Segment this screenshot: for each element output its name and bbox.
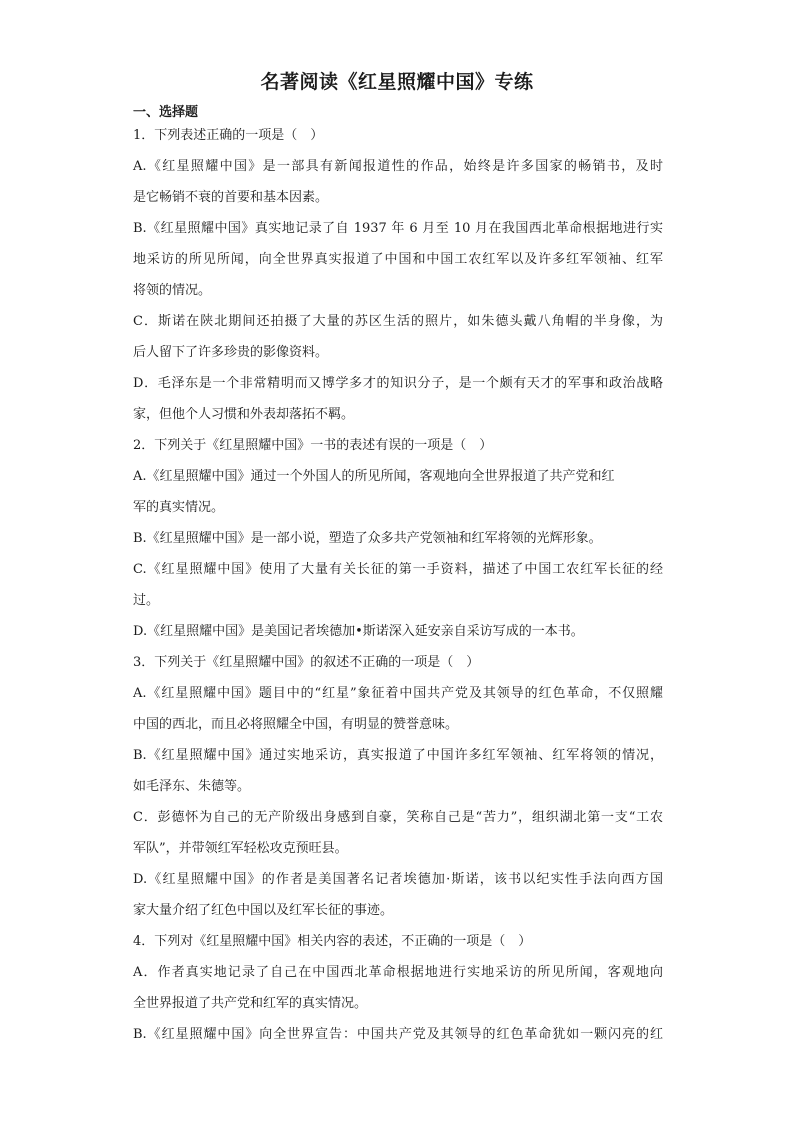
text-line: 后人留下了许多珍贵的影像资料。 (133, 345, 329, 360)
text-line: 中国的西北，而且必将照耀全中国，有明显的赞誉意味。 (133, 717, 459, 732)
text-line: 家，但他个人习惯和外表却落拓不羁。 (133, 407, 355, 422)
text-line: A．作者真实地记录了自己在中国西北革命根据地进行实地采访的所见所闻，客观地向 (133, 965, 663, 980)
text-line: D.《红星照耀中国》的作者是美国著名记者埃德加·斯诺，该书以纪实性手法向西方国 (133, 872, 663, 887)
text-line: A.《红星照耀中国》是一部具有新闻报道性的作品，始终是许多国家的畅销书，及时 (133, 159, 663, 174)
section-heading: 一、选择题 (133, 105, 199, 120)
text-line: 地采访的所见所闻，向全世界真实报道了中国和中国工农红军以及许多红军领袖、红军 (133, 252, 663, 267)
text-line: 1．下列表述正确的一项是（ ） (133, 128, 324, 143)
text-line: 4．下列对《红星照耀中国》相关内容的表述，不正确的一项是（ ） (133, 934, 532, 949)
text-line: B.《红星照耀中国》是一部小说，塑造了众多共产党领袖和红军将领的光辉形象。 (133, 531, 602, 546)
text-line: 是它畅销不衰的首要和基本因素。 (133, 190, 329, 205)
text-line: 全世界报道了共产党和红军的真实情况。 (133, 996, 368, 1011)
document-title: 名著阅读《红星照耀中国》专练 (260, 71, 534, 93)
text-line: B.《红星照耀中国》通过实地采访，真实报道了中国许多红军领袖、红军将领的情况， (133, 748, 663, 763)
text-line: 军队”，并带领红军轻松攻克预旺县。 (133, 841, 348, 856)
text-line: C．斯诺在陕北期间还拍摄了大量的苏区生活的照片，如朱德头戴八角帽的半身像，为 (133, 314, 663, 329)
text-line: C.《红星照耀中国》使用了大量有关长征的第一手资料，描述了中国工农红军长征的经 (133, 562, 663, 577)
text-line: A.《红星照耀中国》题目中的“红星”象征着中国共产党及其领导的红色革命，不仅照耀 (133, 686, 663, 701)
text-line: 将领的情况。 (133, 283, 212, 298)
text-line: 过。 (133, 593, 160, 608)
text-line: D．毛泽东是一个非常精明而又博学多才的知识分子，是一个颇有天才的军事和政治战略 (133, 376, 663, 391)
text-line: 3．下列关于《红星照耀中国》的叙述不正确的一项是（ ） (133, 655, 480, 670)
text-line: A.《红星照耀中国》通过一个外国人的所见所闻，客观地向全世界报道了共产党和红 (133, 469, 615, 484)
text-line: 2．下列关于《红星照耀中国》一书的表述有误的一项是（ ） (133, 438, 493, 453)
text-line: 家大量介绍了红色中国以及红军长征的事迹。 (133, 903, 394, 918)
text-line: 军的真实情况。 (133, 500, 225, 515)
question-body (133, 120, 663, 1050)
text-line: B.《红星照耀中国》向全世界宣告：中国共产党及其领导的红色革命犹如一颗闪亮的红 (133, 1027, 663, 1042)
text-line: 如毛泽东、朱德等。 (133, 779, 251, 794)
text-line: C．彭德怀为自己的无产阶级出身感到自豪，笑称自己是“苦力”，组织湖北第一支“工农 (133, 810, 663, 825)
text-line: D.《红星照耀中国》是美国记者埃德加•斯诺深入延安亲自采访写成的一本书。 (133, 624, 584, 639)
text-line: B.《红星照耀中国》真实地记录了自 1937 年 6 月至 10 月在我国西北革命根据地进行实 (133, 221, 663, 236)
